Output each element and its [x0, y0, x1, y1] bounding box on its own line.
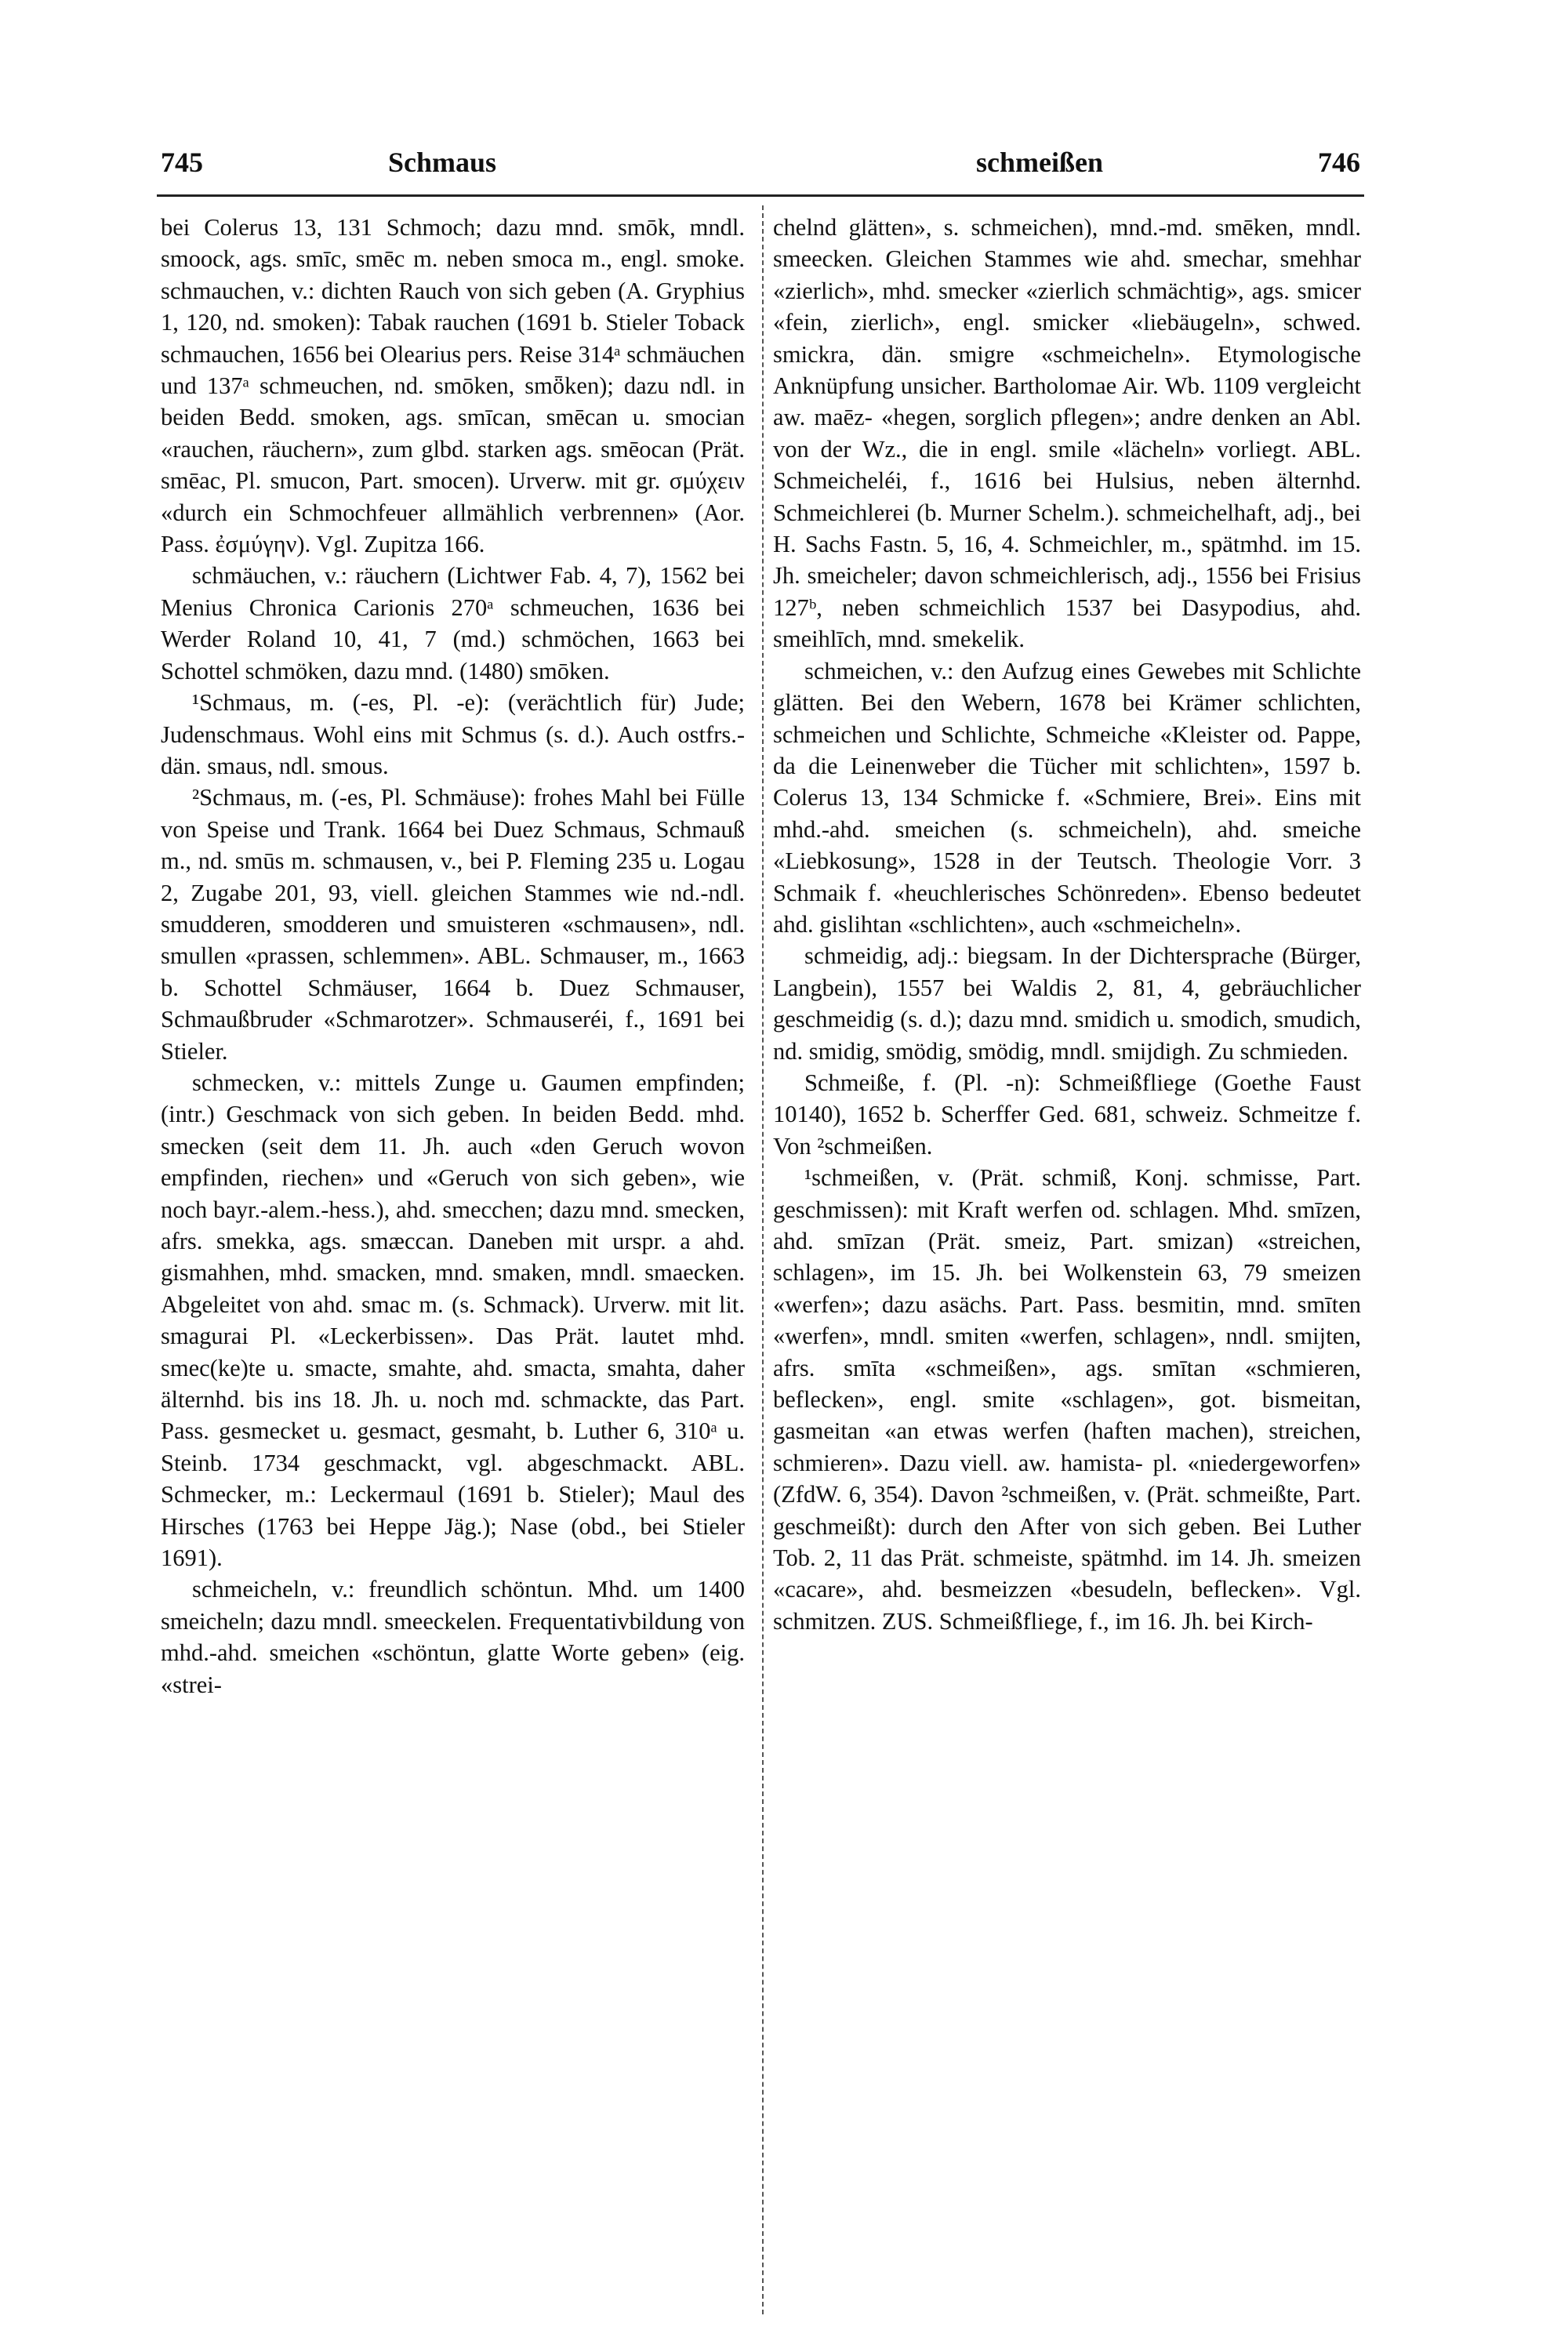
entry-paragraph: schmecken, v.: mittels Zunge u. Gaumen empfinden; (intr.) Geschmack von sich geben. In beiden Bedd. mhd. smecken (seit dem 11. Jh. auch «den Geruch wovon empfinden, riechen» und «Geruch von sich geben», wie noch bayr.-alem.-hess.), ahd. smecchen; dazu mnd. smecken, afrs. smekka, ags. smæccan. Daneben mit urspr. a ahd. gismahhen, mhd. smacken, mnd. smaken, mndl. smaecken. Abgeleitet von ahd. smac m. (s. Schmack). Urverw. mit lit. smagurai Pl. «Leckerbissen». Das Prät. lautet mhd. smec(ke)te u. smacte, smahte, ahd. smacta, smahta, daher älternhd. bis ins 18. Jh. u. noch md. schmackte, das Part. Pass. gesmecket u. gesmact, gesmaht, b. Luther 6, 310ᵃ u. Steinb. 1734 geschmackt, vgl. abgeschmackt. ABL. Schmecker, m.: Leckermaul (1691 b. Stieler); Maul des Hirsches (1763 bei Heppe Jäg.); Nase (obd., bei Stieler 1691).: [161, 1069, 745, 1572]
column-divider: [762, 205, 765, 2314]
right-page-number: 746: [1318, 147, 1360, 178]
running-header: [161, 146, 1360, 183]
entry-paragraph: schmäuchen, v.: räuchern (Lichtwer Fab. 4, 7), 1562 bei Menius Chronica Carionis 270ᵃ schmeuchen, 1636 bei Werder Roland 10, 41, 7 (md.) schmöchen, 1663 bei Schottel schmöken, dazu mnd. (1480) smōken.: [161, 562, 745, 684]
entry-paragraph: chelnd glätten», s. schmeichen), mnd.-md. smēken, mndl. smeecken. Gleichen Stammes wie ahd. smechar, smehhar «zierlich», mhd. smecker «zierlich schmächtig», ags. smicer «fein, zierlich», engl. smicker «liebäugeln», schwed. smickra, dän. smigre «schmeicheln». Etymologische Anknüpfung unsicher. Bartholomae Air. Wb. 1109 vergleicht aw. maēz- «hegen, sorglich pflegen»; andre denken an Abl. von der Wz., die in engl. smile «lächeln» vorliegt. ABL. Schmeicheléi, f., 1616 bei Hulsius, neben älternhd. Schmeichlerei (b. Murner Schelm.). schmeichelhaft, adj., bei H. Sachs Fastn. 5, 16, 4. Schmeichler, m., spätmhd. im 15. Jh. smeicheler; davon schmeichlerisch, adj., 1556 bei Frisius 127ᵇ, neben schmeichlich 1537 bei Dasypodius, ahd. smeihlīch, mnd. smekelik.: [773, 214, 1361, 653]
entry-paragraph: ²Schmaus, m. (-es, Pl. Schmäuse): frohes Mahl bei Fülle von Speise und Trank. 1664 bei Duez Schmaus, Schmauß m., nd. smūs m. schmausen, v., bei P. Fleming 235 u. Logau 2, Zugabe 201, 93, viell. gleichen Stammes wie nd.-ndl. smudderen, smodderen und smuisteren «schmausen», ndl. smullen «prassen, schlemmen». ABL. Schmauser, m., 1663 b. Schottel Schmäuser, 1664 b. Duez Schmauser, Schmaußbruder «Schmarotzer». Schmauseréi, f., 1691 bei Stieler.: [161, 784, 745, 1065]
entry-paragraph: bei Colerus 13, 131 Schmoch; dazu mnd. smōk, mndl. smoock, ags. smīc, smēc m. neben smoca m., engl. smoke. schmauchen, v.: dichten Rauch von sich geben (A. Gryphius 1, 120, nd. smoken): Tabak rauchen (1691 b. Stieler Toback schmauchen, 1656 bei Olearius pers. Reise 314ᵃ schmäuchen und 137ᵃ schmeuchen, nd. smōken, smȫken); dazu ndl. in beiden Bedd. smoken, ags. smīcan, smēcan u. smocian «rauchen, räuchern», zum glbd. starken ags. smēocan (Prät. smēac, Pl. smucon, Part. smocen). Urverw. mit gr. σμύχειν «durch ein Schmochfeuer allmählich verbrennen» (Aor. Pass. ἐσμύγην). Vgl. Zupitza 166.: [161, 214, 745, 558]
entry-paragraph: Schmeiße, f. (Pl. -n): Schmeißfliege (Goethe Faust 10140), 1652 b. Scherffer Ged. 681, schweiz. Schmeitze f. Von ²schmeißen.: [773, 1069, 1361, 1160]
right-headword: schmeißen: [976, 147, 1103, 178]
right-column: [773, 212, 1361, 2328]
entry-paragraph: schmeidig, adj.: biegsam. In der Dichtersprache (Bürger, Langbein), 1557 bei Waldis 2, 81, 4, gebräuchlicher geschmeidig (s. d.); dazu mnd. smidich u. smodich, smudich, nd. smidig, smödig, smödig, mndl. smijdigh. Zu schmieden.: [773, 942, 1361, 1065]
left-column: [161, 212, 745, 2328]
left-page-number: 745: [161, 147, 203, 178]
entry-paragraph: schmeichen, v.: den Aufzug eines Gewebes mit Schlichte glätten. Bei den Webern, 1678 bei Krämer schlichten, schmeichen und Schlichte, Schmeiche «Kleister od. Pappe, da die Leinenweber die Tücher mit schlichten», 1597 b. Colerus 13, 134 Schmicke f. «Schmiere, Brei». Eins mit mhd.-ahd. smeichen (s. schmeicheln), ahd. smeiche «Liebkosung», 1528 in der Teutsch. Theologie Vorr. 3 Schmaik f. «heuchlerisches Schönreden». Ebenso bedeutet ahd. gislihtan «schlichten», auch «schmeicheln».: [773, 657, 1361, 938]
entry-paragraph: ¹Schmaus, m. (-es, Pl. -e): (verächtlich für) Jude; Judenschmaus. Wohl eins mit Schmus (s. d.). Auch ostfrs.-dän. smaus, ndl. smous.: [161, 689, 745, 779]
header-rule: [157, 194, 1364, 197]
entry-paragraph: ¹schmeißen, v. (Prät. schmiß, Konj. schmisse, Part. geschmissen): mit Kraft werfen od. schlagen. Mhd. smīzen, ahd. smīzan (Prät. smeiz, Part. smizan) «streichen, schlagen», im 15. Jh. bei Wolkenstein 63, 79 smeizen «werfen»; dazu asächs. Part. Pass. besmitin, mnd. smīten «werfen», mndl. smiten «werfen, schlagen», nndl. smijten, afrs. smīta «schmeißen», ags. smītan «schmieren, beflecken», engl. smite «schlagen», got. bismeitan, gasmeitan «an etwas werfen (haften machen), streichen, schmieren». Dazu viell. aw. hamista- pl. «niedergeworfen» (ZfdW. 6, 354). Davon ²schmeißen, v. (Prät. schmeißte, Part. geschmeißt): durch den After von sich geben. Bei Luther Tob. 2, 11 das Prät. schmeiste, spätmhd. im 14. Jh. smeizen «cacare», ahd. besmeizzen «besudeln, beflecken». Vgl. schmitzen. ZUS. Schmeißfliege, f., im 16. Jh. bei Kirch-: [773, 1164, 1361, 1635]
left-headword: Schmaus: [388, 147, 497, 178]
entry-paragraph: schmeicheln, v.: freundlich schöntun. Mhd. um 1400 smeicheln; dazu mndl. smeeckelen. Frequentativbildung von mhd.-ahd. smeichen «schöntun, glatte Worte geben» (eig. «strei-: [161, 1576, 745, 1698]
